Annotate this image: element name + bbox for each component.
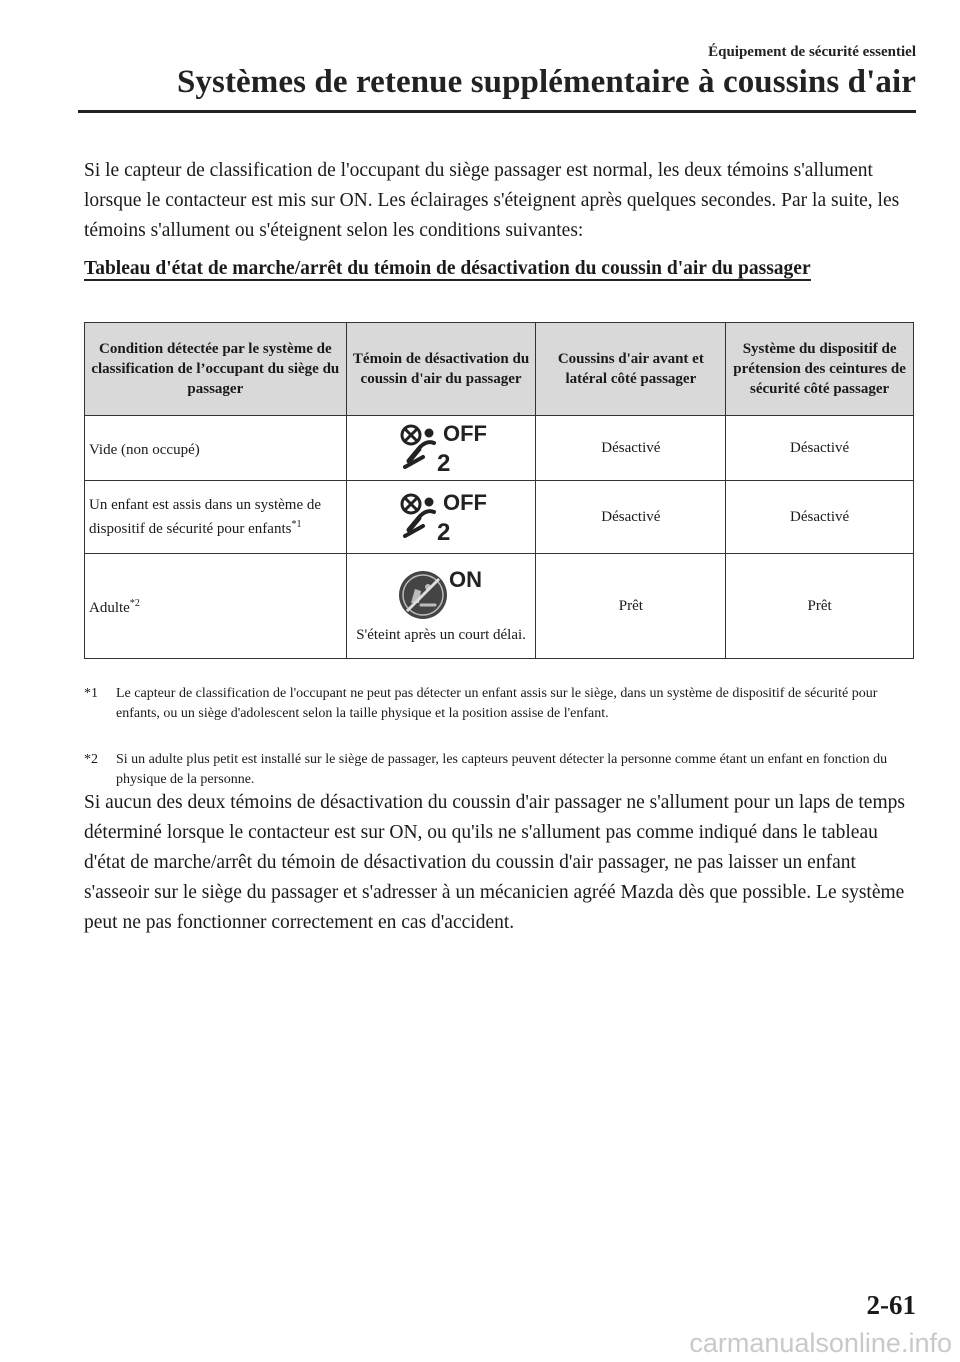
indicator-cell xyxy=(346,416,536,481)
footnote xyxy=(84,750,914,790)
header-pretensioner: Système du dispositif de prétension des ceintures de sécurité côté passager xyxy=(726,323,914,416)
condition-cell xyxy=(85,481,347,554)
airbag-off-indicator-icon xyxy=(393,421,489,475)
warning-paragraph: Si aucun des deux témoins de désactivation du coussin d'air passager ne s'allument pour un laps de temps déterminé lorsque le contacteur est sur ON, ou qu'ils ne s'allument pas comme indiqué dans le tableau d'état de marche/arrêt du témoin de désactivation du coussin d'air passager, ne pas laisser un enfant s'asseoir sur le siège du passager et s'adresser à un mécanicien agréé Mazda dès que possible. Le système peut ne pas fonctionner correctement en cas d'accident. xyxy=(84,792,905,933)
footnote-mark: *1 xyxy=(84,686,98,701)
indicator-status-table xyxy=(84,322,914,659)
pretensioner-status-cell: Désactivé xyxy=(726,481,914,554)
footnote-mark: *2 xyxy=(84,752,98,767)
section-header: Équipement de sécurité essentiel xyxy=(708,44,916,60)
header-airbags: Coussins d'air avant et latéral côté passager xyxy=(536,323,726,416)
airbag-status-cell: Désactivé xyxy=(536,481,726,554)
airbag-status-cell: Désactivé xyxy=(536,416,726,481)
condition-cell xyxy=(85,554,347,659)
table-title-text: Tableau d'état de marche/arrêt du témoin de désactivation du coussin d'air du passager xyxy=(84,258,811,279)
condition-cell xyxy=(85,416,347,481)
indicator-digit: 2 xyxy=(437,519,451,544)
indicator-label: OFF xyxy=(443,490,488,515)
airbag-off-indicator-icon xyxy=(393,490,489,544)
airbag-status-cell: Prêt xyxy=(536,554,726,659)
table-title xyxy=(84,254,904,284)
page-number: 2-61 xyxy=(866,1290,916,1320)
intro-paragraph: Si le capteur de classification de l'occupant du siège passager est normal, les deux témoins s'allument lorsque le contacteur est mis sur ON. Les éclairages s'éteignent après quelques secondes. Par la suite, les témoins s'allument ou s'éteignent selon les conditions suivantes: xyxy=(84,160,900,241)
indicator-label: ON xyxy=(449,567,483,592)
table-header-row xyxy=(85,323,914,416)
pretensioner-status-cell: Désactivé xyxy=(726,416,914,481)
table-row xyxy=(85,481,914,554)
page-title: Systèmes de retenue supplémentaire à coussins d'air xyxy=(176,64,916,100)
footnote-ref: *2 xyxy=(129,598,140,609)
condition-text: Adulte xyxy=(89,600,130,616)
indicator-digit: 2 xyxy=(437,450,451,475)
airbag-on-indicator-icon xyxy=(391,567,491,623)
table-row xyxy=(85,554,914,659)
indicator-cell xyxy=(346,481,536,554)
watermark: carmanualsonline.info xyxy=(689,1328,952,1358)
condition-text: Un enfant est assis dans un système de dispositif de sécurité pour enfants xyxy=(89,497,322,537)
footnote xyxy=(84,684,914,724)
table-row xyxy=(85,416,914,481)
footnote-ref: *1 xyxy=(291,519,302,530)
header-condition: Condition détectée par le système de classification de l’occupant du siège du passager xyxy=(85,323,347,416)
header-indicator: Témoin de désactivation du coussin d'air du passager xyxy=(346,323,536,416)
footnote-text: Le capteur de classification de l'occupant ne peut pas détecter un enfant assis sur le siège, dans un système de dispositif de sécurité pour enfants, ou un siège d'adolescent selon la taille physique et la position assise de l'enfant. xyxy=(116,686,878,721)
pretensioner-status-cell: Prêt xyxy=(726,554,914,659)
condition-text: Vide (non occupé) xyxy=(89,442,200,458)
indicator-note: S'éteint après un court délai. xyxy=(356,627,526,643)
header-divider xyxy=(78,110,916,113)
indicator-cell xyxy=(346,554,536,659)
footnote-text: Si un adulte plus petit est installé sur le siège de passager, les capteurs peuvent détecter la personne comme étant un enfant en fonction du physique de la personne. xyxy=(116,752,888,787)
indicator-label: OFF xyxy=(443,421,488,446)
